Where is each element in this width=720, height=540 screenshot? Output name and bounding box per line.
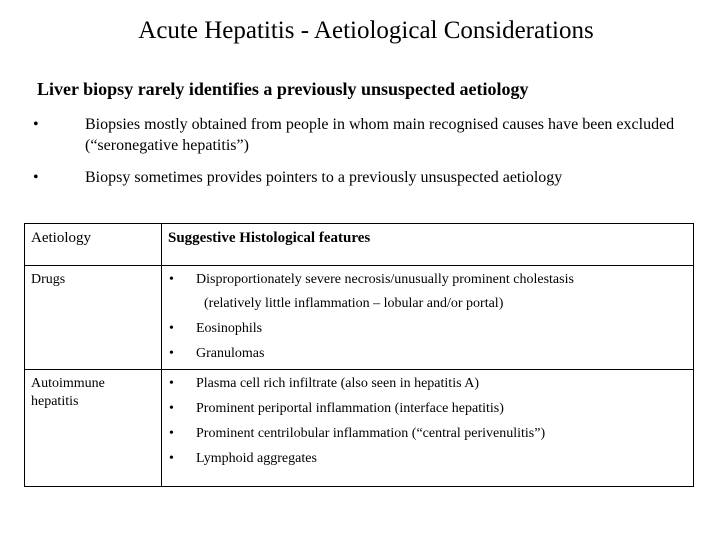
feature-item <box>168 425 687 443</box>
bullet-text: Biopsy sometimes provides pointers to a previously unsuspected aetiology <box>85 169 563 186</box>
features-cell <box>162 370 694 487</box>
feature-continuation: (relatively little inflammation – lobular and/or portal) <box>204 296 504 311</box>
slide-title: Acute Hepatitis - Aetiological Considerations <box>138 17 594 44</box>
bullet-icon: • <box>169 346 174 361</box>
table-header-row <box>25 224 694 266</box>
histology-table <box>24 223 694 487</box>
subheading: Liver biopsy rarely identifies a previously unsuspected aetiology <box>37 79 529 99</box>
features-cell <box>162 266 694 370</box>
bullet-icon: • <box>169 426 174 441</box>
feature-text: Plasma cell rich infiltrate (also seen in hepatitis A) <box>196 376 480 391</box>
feature-text: Prominent centrilobular inflammation (“central perivenulitis”) <box>196 426 546 441</box>
feature-item <box>168 450 687 468</box>
bullet-icon: • <box>169 451 174 466</box>
bullet-icon: • <box>169 376 174 391</box>
feature-item <box>168 400 687 418</box>
feature-text: Prominent periportal inflammation (interface hepatitis) <box>196 401 504 416</box>
feature-item <box>168 320 687 338</box>
feature-item <box>168 271 687 289</box>
bullet-icon: • <box>33 169 39 186</box>
table-row <box>25 266 694 370</box>
feature-text: Disproportionately severe necrosis/unusually prominent cholestasis <box>196 272 574 287</box>
feature-item <box>168 375 687 393</box>
feature-text: Granulomas <box>196 346 265 361</box>
feature-text: Eosinophils <box>196 321 263 336</box>
table-row <box>25 370 694 487</box>
bullet-text: Biopsies mostly obtained from people in whom main recognised causes have been excluded (“seronegative hepatitis”) <box>85 116 675 154</box>
bullet-icon: • <box>169 272 174 287</box>
bullet-icon: • <box>33 116 39 133</box>
header-aetiology: Aetiology <box>25 224 162 266</box>
header-features: Suggestive Histological features <box>162 224 694 266</box>
feature-text: Lymphoid aggregates <box>196 451 317 466</box>
bullet-icon: • <box>169 321 174 336</box>
aetiology-cell: Autoimmune hepatitis <box>25 370 162 487</box>
aetiology-cell: Drugs <box>25 266 162 370</box>
bullet-icon: • <box>169 401 174 416</box>
feature-item <box>168 345 687 363</box>
